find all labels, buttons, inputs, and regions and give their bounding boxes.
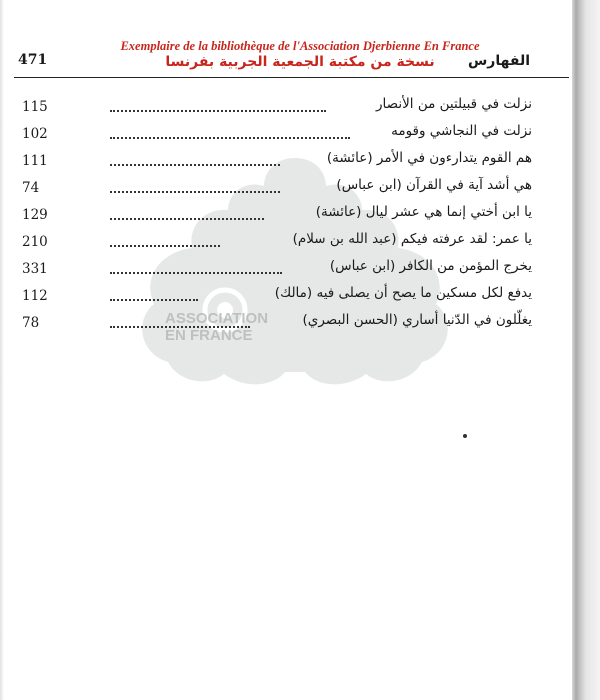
entry-page-number: 112	[22, 288, 48, 304]
index-entry	[0, 204, 600, 226]
watermark-line-1: ASSOCIATION	[165, 310, 269, 327]
entry-text: يغلّلون في الدّنيا أساري (الحسن البصري)	[302, 312, 532, 328]
entry-page-number: 102	[22, 126, 48, 142]
index-entry	[0, 96, 600, 118]
stamp-arabic-line: نسخة من مكتبة الجمعية الجربية بفرنسا	[165, 54, 435, 70]
entry-page-number: 111	[22, 153, 48, 169]
entry-text: هم القوم يتدارءون في الأمر (عائشة)	[326, 150, 532, 166]
running-header-title: الفهارس	[467, 53, 530, 69]
index-entry	[0, 123, 600, 145]
header-rule	[14, 77, 569, 78]
entry-text: يا ابن أختي إنما هي عشر ليال (عائشة)	[315, 204, 532, 220]
page-number: 471	[18, 52, 48, 68]
stray-dot	[463, 434, 467, 438]
stamp-french-line: Exemplaire de la bibliothèque de l'Association Djerbienne En France	[120, 39, 480, 53]
entry-text: يدفع لكل مسكين ما يصح أن يصلى فيه (مالك)	[274, 285, 532, 301]
entry-text: هي أشد آية في القرآن (ابن عباس)	[336, 177, 532, 193]
index-entry	[0, 177, 600, 199]
entry-text: يخرج المؤمن من الكافر (ابن عباس)	[329, 258, 532, 274]
entry-text: نزلت في قبيلتين من الأنصار	[376, 96, 532, 112]
index-entry	[0, 231, 600, 253]
entry-page-number: 210	[22, 234, 48, 250]
entry-page-number: 331	[22, 261, 48, 277]
entry-text: يا عمر: لقد عرفته فيكم (عبد الله بن سلام)	[292, 231, 532, 247]
index-entry	[0, 312, 600, 334]
entry-page-number: 74	[22, 180, 40, 196]
entry-text: نزلت في النجاشي وقومه	[391, 123, 532, 139]
entry-page-number: 78	[22, 315, 40, 331]
entry-page-number: 129	[22, 207, 48, 223]
index-entry	[0, 285, 600, 307]
watermark-line-2: EN FRANCE	[165, 327, 253, 344]
index-entry	[0, 258, 600, 280]
entry-page-number: 115	[22, 99, 48, 115]
index-entry	[0, 150, 600, 172]
